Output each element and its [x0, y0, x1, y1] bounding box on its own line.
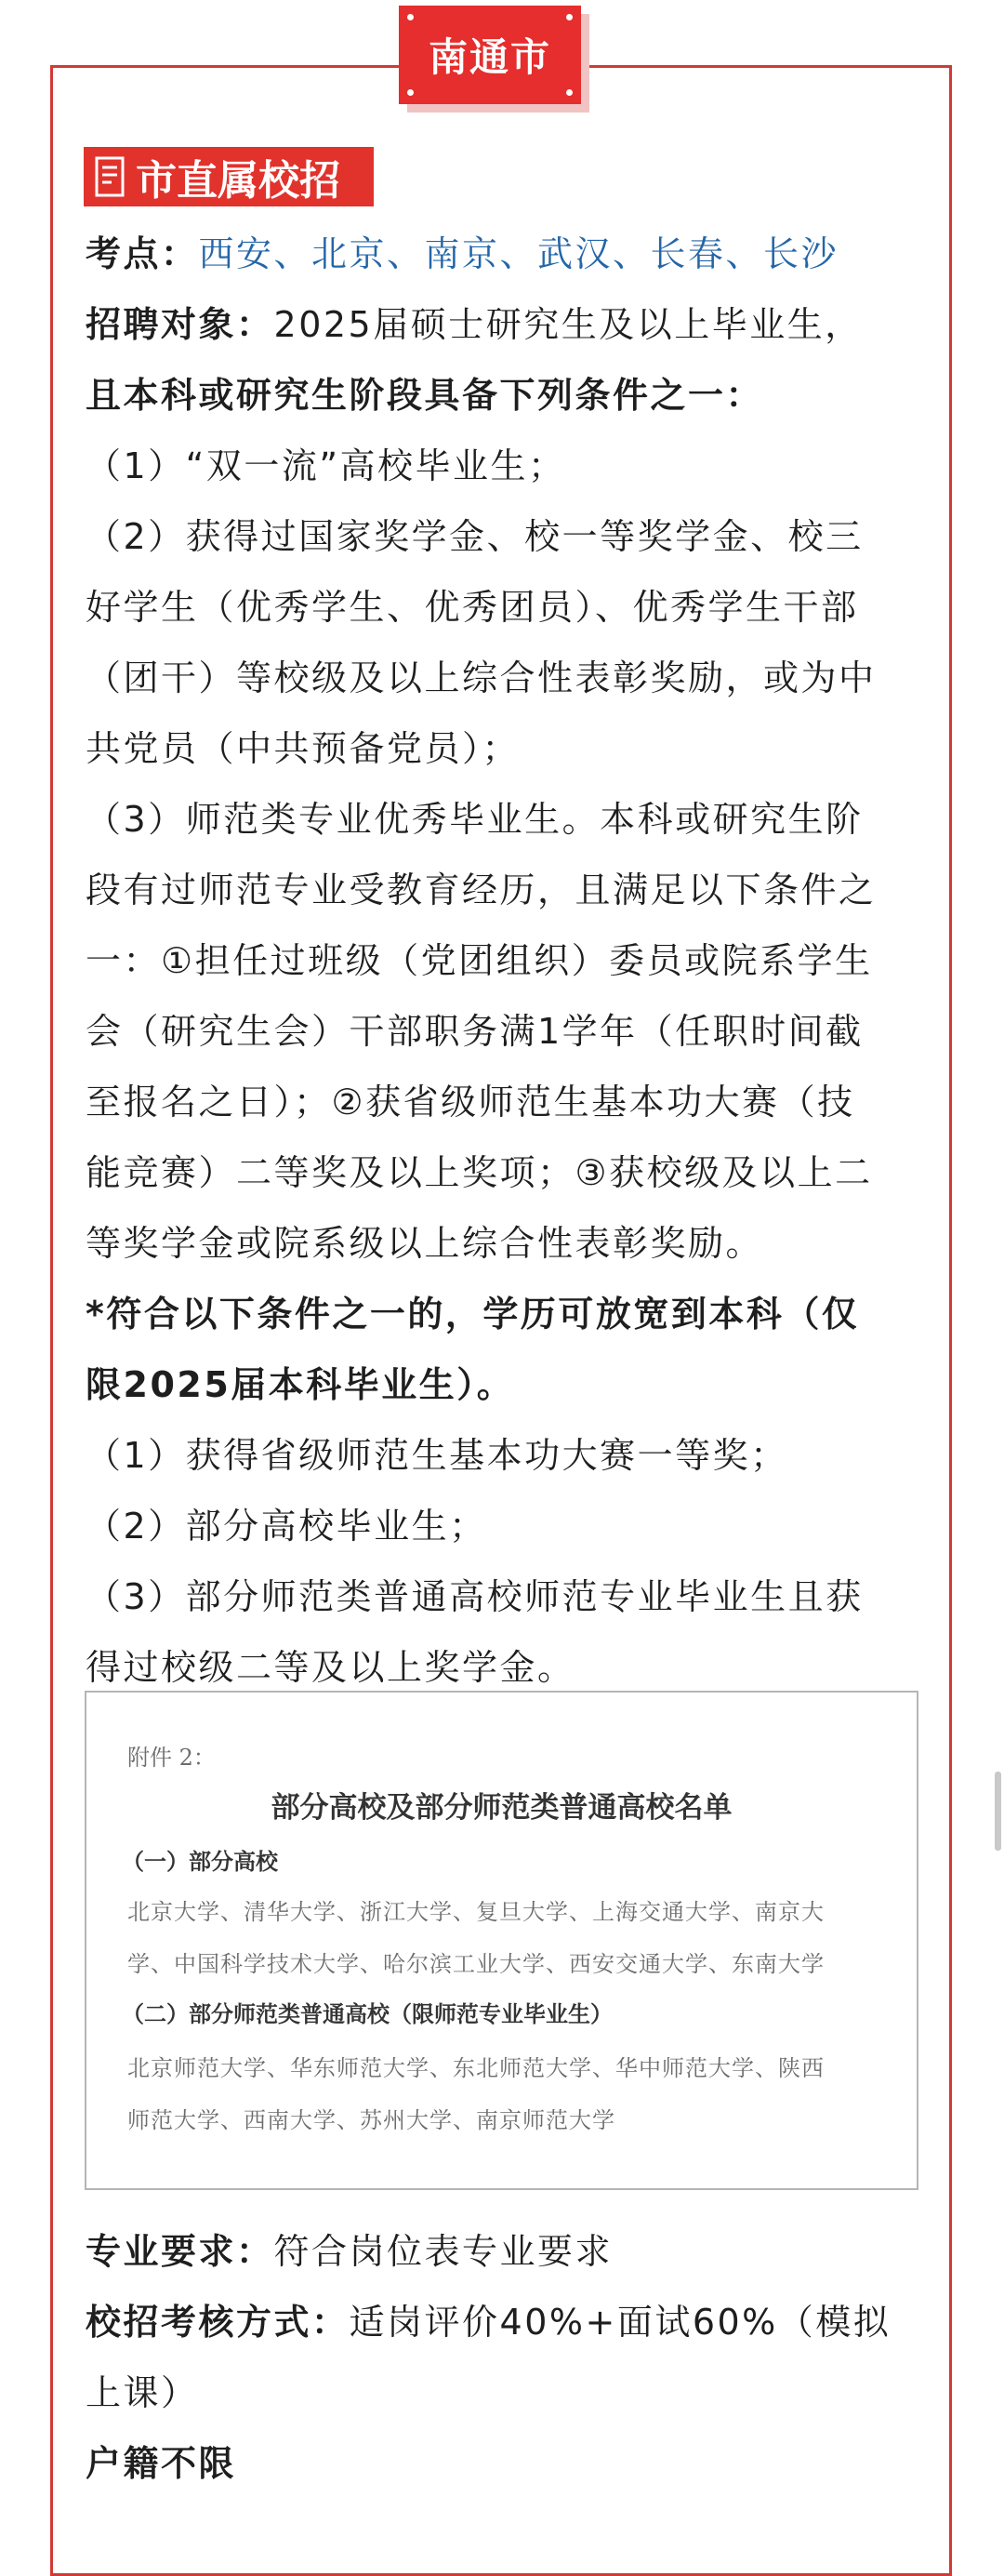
condition-1: （1）“双一流”高校毕业生；	[86, 445, 566, 486]
condition-2-line: 共党员（中共预备党员）；	[86, 728, 521, 769]
exam-sites-cities: 西安、北京、南京、武汉、长春、长沙	[198, 233, 839, 274]
attachment-text-line: 北京师范大学、华东师范大学、东北师范大学、华中师范大学、陕西	[127, 2055, 825, 2081]
condition-3-line: （3）师范类专业优秀毕业生。本科或研究生阶	[86, 799, 864, 840]
assessment-value: 适岗评价40%+面试60%（模拟	[349, 2302, 892, 2343]
scrollbar-thumb[interactable]	[995, 1772, 1001, 1851]
condition-3-line: 等奖学金或院系级以上综合性表彰奖励。	[86, 1223, 764, 1264]
section-heading-text: 市直属校招	[136, 157, 340, 205]
corner-dot	[566, 14, 573, 20]
relax-note-line: *符合以下条件之一的，学历可放宽到本科（仅	[86, 1294, 860, 1334]
corner-dot	[566, 89, 573, 96]
hukou-line: 户籍不限	[86, 2443, 237, 2484]
exam-sites-line	[86, 225, 839, 276]
attachment-text-line: 学、中国科学技术大学、哈尔滨工业大学、西安交通大学、东南大学	[127, 1951, 825, 1977]
city-tag-label: 南通市	[428, 34, 551, 80]
major-line	[86, 2223, 613, 2274]
condition-3-line: 会（研究生会）干部职务满1学年（任职时间截	[86, 1011, 864, 1052]
relax-condition-3-line: （3）部分师范类普通高校师范专业毕业生且获	[86, 1576, 864, 1617]
exam-sites-label: 考点：	[86, 233, 199, 274]
attachment-section-title: （二）部分师范类普通高校（限师范专业毕业生）	[122, 2000, 613, 2027]
assessment-line-2: 上课）	[86, 2372, 199, 2413]
corner-dot	[407, 89, 414, 96]
relax-note-line: 限2025届本科毕业生）。	[86, 1364, 515, 1405]
city-tag	[399, 6, 581, 104]
condition-3-line: 能竞赛）二等奖及以上奖项；③获校级及以上二	[86, 1152, 873, 1193]
condition-intro: 且本科或研究生阶段具备下列条件之一：	[86, 375, 764, 416]
attachment-text-line: 师范大学、西南大学、苏州大学、南京师范大学	[127, 2107, 615, 2133]
major-label: 专业要求：	[86, 2231, 274, 2272]
relax-condition-3-line: 得过校级二等及以上奖学金。	[86, 1647, 575, 1688]
attachment-image	[85, 1691, 918, 2190]
attachment-section-title: （一）部分高校	[122, 1848, 278, 1875]
condition-3-line: 至报名之日）；②获省级师范生基本功大赛（技	[86, 1082, 855, 1122]
condition-3-line: 一：①担任过班级（党团组织）委员或院系学生	[86, 940, 873, 981]
assessment-line	[86, 2293, 891, 2344]
recruit-value: 2025届硕士研究生及以上毕业生，	[273, 304, 863, 345]
document-icon	[93, 154, 126, 199]
major-value: 符合岗位表专业要求	[273, 2231, 614, 2272]
section-heading	[84, 147, 374, 206]
attachment-label: 附件 2：	[127, 1745, 216, 1771]
relax-condition-2: （2）部分高校毕业生；	[86, 1506, 487, 1547]
attachment-title: 部分高校及部分师范类普通高校名单	[271, 1791, 733, 1825]
attachment-text-line: 北京大学、清华大学、浙江大学、复旦大学、上海交通大学、南京大	[127, 1899, 825, 1925]
condition-2-line: （2）获得过国家奖学金、校一等奖学金、校三	[86, 516, 864, 557]
condition-2-line: 好学生（优秀学生、优秀团员）、优秀学生干部	[86, 587, 859, 628]
assessment-label: 校招考核方式：	[86, 2302, 350, 2343]
condition-3-line: 段有过师范专业受教育经历，且满足以下条件之	[86, 870, 877, 910]
relax-condition-1: （1）获得省级师范生基本功大赛一等奖；	[86, 1435, 788, 1476]
condition-2-line: （团干）等校级及以上综合性表彰奖励，或为中	[86, 657, 877, 698]
corner-dot	[407, 14, 414, 20]
recruit-label: 招聘对象：	[86, 304, 274, 345]
recruit-line	[86, 296, 863, 347]
